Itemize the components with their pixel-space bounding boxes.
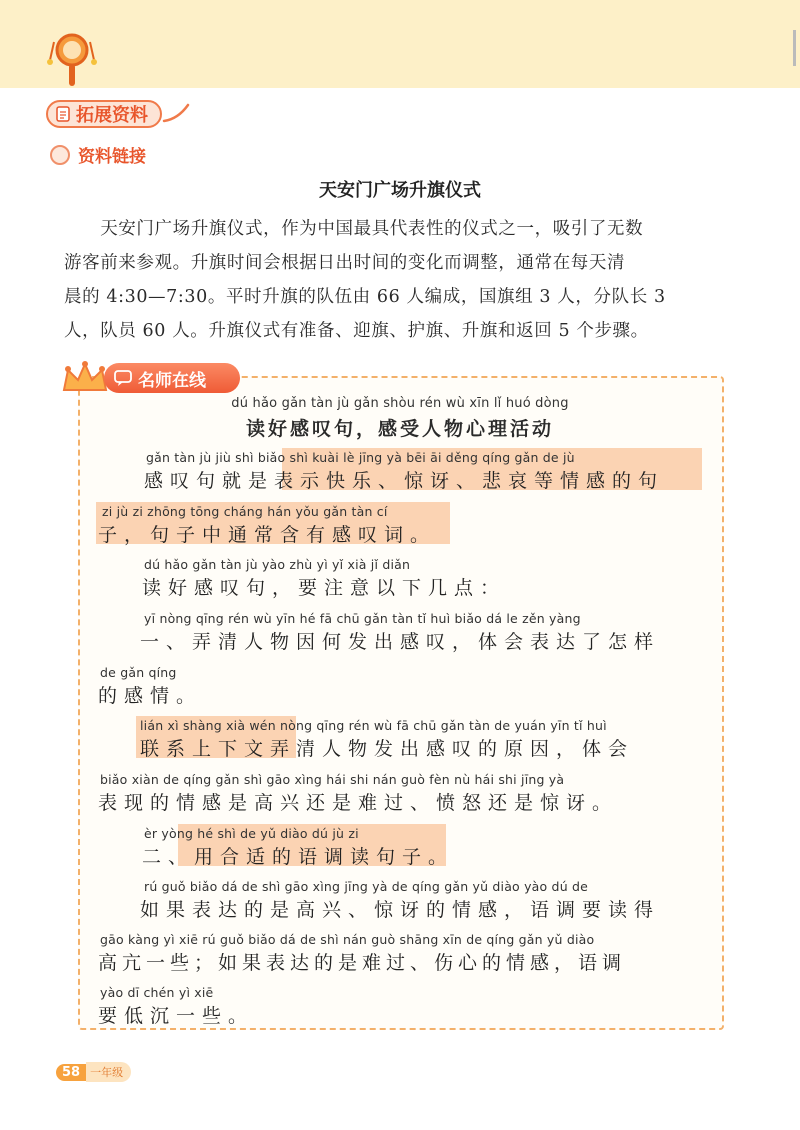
text-line: 感叹句就是表示快乐、惊讶、悲哀等情感的句 xyxy=(144,470,665,492)
text-line: 读好感叹句，要注意以下几点： xyxy=(142,577,507,599)
pinyin-line: yī nòng qīng rén wù yīn hé fā chū gǎn tàn tǐ huì biǎo dá le zěn yàng xyxy=(144,611,581,626)
pinyin-line: yào dī chén yì xiē xyxy=(100,985,214,1000)
section-tag xyxy=(46,100,162,128)
article-line: 人，队员 60 人。升旗仪式有准备、迎旗、护旗、升旗和返回 5 个步骤。 xyxy=(64,321,649,341)
text-line: 的感情。 xyxy=(98,685,203,707)
section-heading xyxy=(46,101,192,127)
magnifier-logo-icon xyxy=(46,30,98,88)
pinyin-line: rú guǒ biǎo dá de shì gāo xìng jīng yà de qíng gǎn yǔ diào yào dú de xyxy=(144,879,589,894)
section-title: 拓展资料 xyxy=(76,105,148,126)
text-line: 子，句子中通常含有感叹词。 xyxy=(98,524,437,546)
pinyin-line: biǎo xiàn de qíng gǎn shì gāo xìng hái shi nán guò fèn nù hái shi jīng yà xyxy=(100,772,565,787)
text-line: 高亢一些；如果表达的是难过、伤心的情感，语调 xyxy=(98,952,627,974)
article-body xyxy=(64,212,704,348)
pinyin-line: èr yòng hé shì de yǔ diào dú jù zi xyxy=(144,826,359,841)
article-line: 游客前来参观。升旗时间会根据日出时间的变化而调整，通常在每天清 xyxy=(64,253,626,273)
page-edge-mark xyxy=(793,30,796,66)
pinyin-line: dú hǎo gǎn tàn jù yào zhù yì yǐ xià jǐ diǎn xyxy=(144,557,411,572)
pinyin-line: de gǎn qíng xyxy=(100,665,177,680)
text-line: 二、用合适的语调读句子。 xyxy=(142,846,455,868)
page-number: 58 xyxy=(56,1064,86,1081)
swoosh-decor-icon xyxy=(162,101,192,127)
chat-bubble-icon xyxy=(114,369,132,387)
article-title: 天安门广场升旗仪式 xyxy=(319,180,481,201)
article-line: 晨的 4:30—7:30。平时升旗的队伍由 66 人编成，国旗组 3 人，分队长 3 xyxy=(64,287,666,307)
text-line: 联系上下文弄清人物发出感叹的原因，体会 xyxy=(140,738,635,760)
pinyin-line: lián xì shàng xià wén nòng qīng rén wù fā chū gǎn tàn de yuán yīn tǐ huì xyxy=(140,718,607,733)
pinyin-line: gǎn tàn jù jiù shì biǎo shì kuài lè jīng yà bēi āi děng qíng gǎn de jù xyxy=(146,450,575,465)
pinyin-line: zi jù zi zhōng tōng cháng hán yǒu gǎn tàn cí xyxy=(102,504,388,519)
pinyin-line: gāo kàng yì xiē rú guǒ biǎo dá de shì nán guò shāng xīn de qíng gǎn yǔ diào xyxy=(100,932,595,947)
document-icon xyxy=(56,106,70,122)
lesson-title-pinyin: dú hǎo gǎn tàn jù gǎn shòu rén wù xīn lǐ huó dòng xyxy=(231,396,569,411)
crown-icon xyxy=(60,360,110,396)
link-bullet-icon xyxy=(50,145,70,165)
top-decor-band xyxy=(0,0,800,88)
teacher-online-label: 名师在线 xyxy=(138,370,206,391)
text-line: 表现的情感是高兴还是难过、愤怒还是惊讶。 xyxy=(98,792,619,814)
subsection-heading xyxy=(50,142,146,167)
lesson-title: 读好感叹句，感受人物心理活动 xyxy=(245,418,554,440)
article-line: 天安门广场升旗仪式，作为中国最具代表性的仪式之一，吸引了无数 xyxy=(64,219,644,239)
subsection-title: 资料链接 xyxy=(78,147,146,167)
text-line: 要低沉一些。 xyxy=(98,1005,255,1027)
teacher-online-badge xyxy=(60,360,240,396)
teacher-online-pill xyxy=(104,363,240,393)
grade-label: 一年级 xyxy=(86,1062,131,1082)
text-line: 一、弄清人物因何发出感叹，体会表达了怎样 xyxy=(140,631,661,653)
text-line: 如果表达的是高兴、惊讶的情感，语调要读得 xyxy=(140,899,661,921)
page-footer xyxy=(56,1062,131,1082)
